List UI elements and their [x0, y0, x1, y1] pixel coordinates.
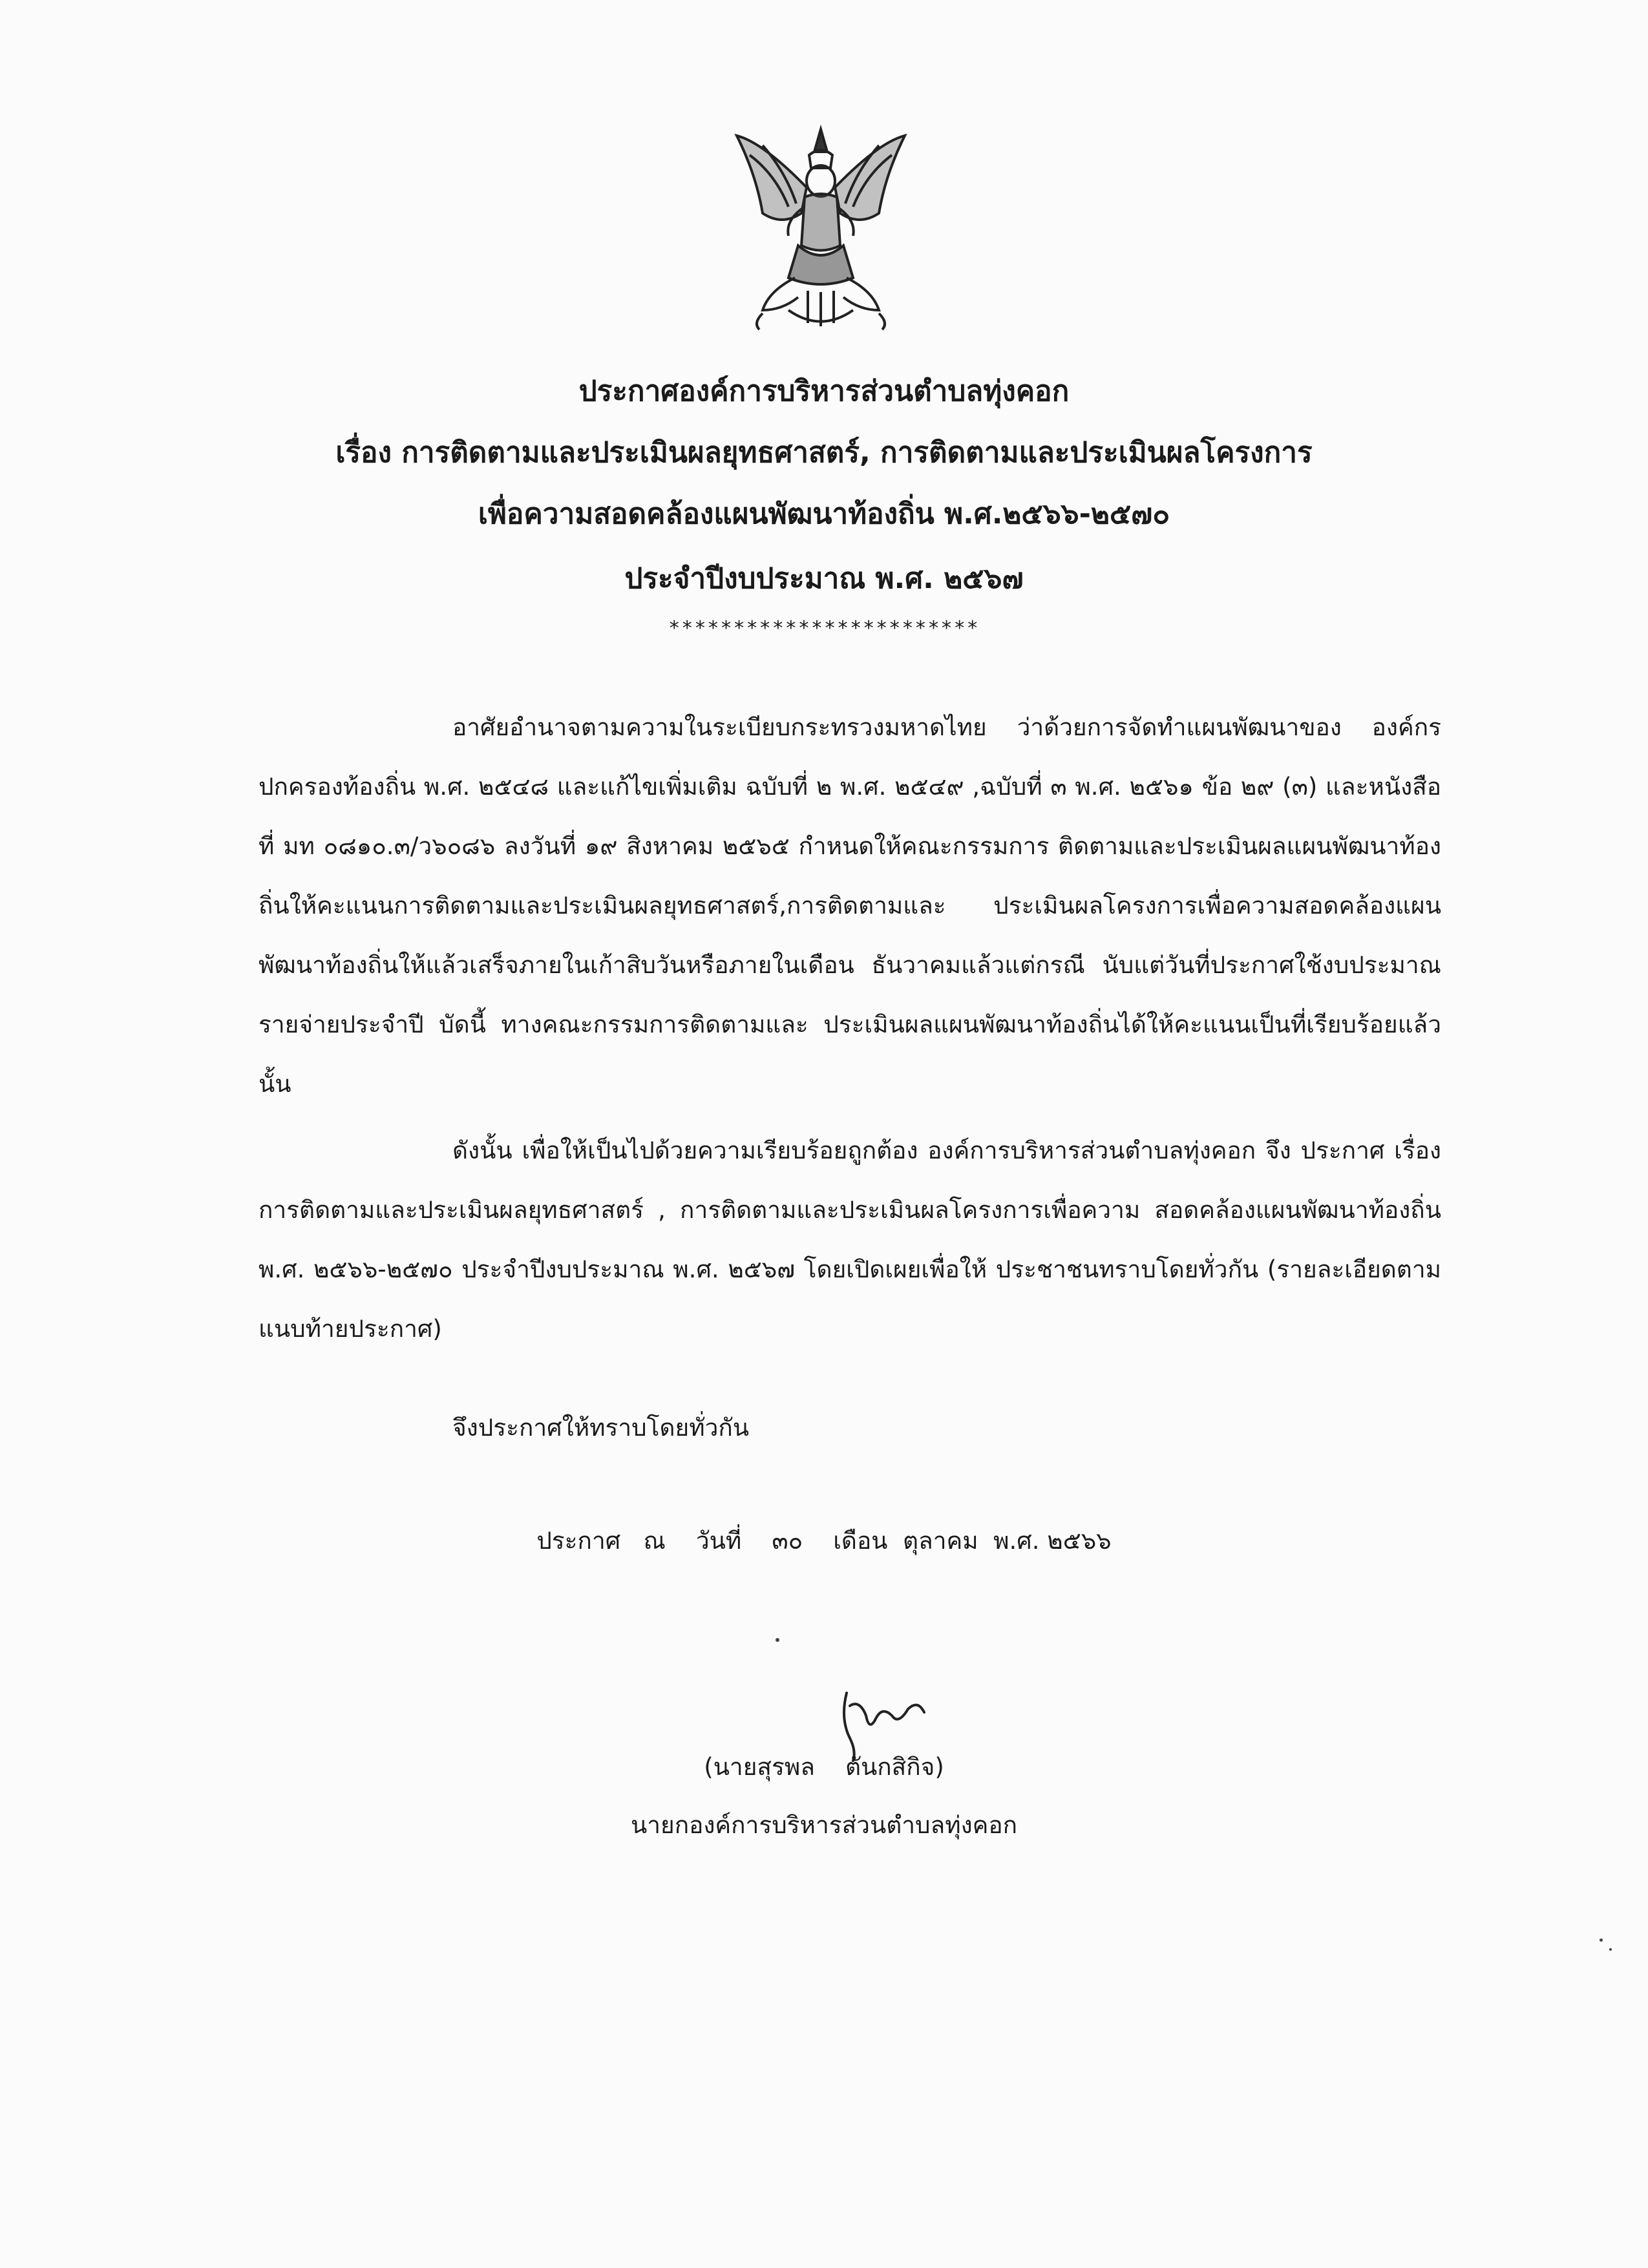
scan-speck	[1609, 1948, 1612, 1951]
announcement-subject-line2: เพื่อความสอดคล้องแผนพัฒนาท้องถิ่น พ.ศ.๒๕๖๖-๒๕๗๐	[478, 498, 1170, 530]
fiscal-year-line: ประจำปีงบประมาณ พ.ศ. ๒๕๖๗	[624, 562, 1024, 595]
announcement-subject: เรื่อง การติดตามและประเมินผลยุทธศาสตร์, การติดตามและประเมินผลโครงการ	[335, 436, 1313, 469]
closing-statement: จึงประกาศให้ทราบโดยทั่วกัน	[452, 1414, 750, 1442]
title-separator: ************************	[668, 617, 980, 640]
body-paragraph-2: ดังนั้น เพื่อให้เป็นไปด้วยความเรียบร้อยถูกต้อง องค์การบริหารส่วนตำบลทุ่งคอก จึง ประกาศ เรื่อง การติดตามและประเมินผลยุทธศาสตร์ , การติดตามและประเมินผลโครงการเพื่อความ สอดคล้องแผนพัฒนาท้องถิ่น พ.ศ. ๒๕๖๖-๒๕๗๐ ประจำปีงบประมาณ พ.ศ. ๒๕๖๗ โดยเปิดเผยเพื่อให้ ประชาชนทราบโดยทั่วกัน (รายละเอียดตามแนบท้ายประกาศ)	[259, 1137, 1441, 1343]
announcement-date: ประกาศ ณ วันที่ ๓๐ เดือน ตุลาคม พ.ศ. ๒๕๖๖	[536, 1527, 1112, 1555]
body-paragraph-1: อาศัยอำนาจตามความในระเบียบกระทรวงมหาดไทย ว่าด้วยการจัดทำแผนพัฒนาของ องค์กรปกครองท้องถิ่น พ.ศ. ๒๕๔๘ และแก้ไขเพิ่มเติม ฉบับที่ ๒ พ.ศ. ๒๕๔๙ ,ฉบับที่ ๓ พ.ศ. ๒๕๖๑ ข้อ ๒๙ (๓) และหนังสือที่ มท ๐๘๑๐.๓/ว๖๐๘๖ ลงวันที่ ๑๙ สิงหาคม ๒๕๖๕ กำหนดให้คณะกรรมการ ติดตามและประเมินผลแผนพัฒนาท้องถิ่นให้คะแนนการติดตามและประเมินผลยุทธศาสตร์,การติดตามและ ประเมินผลโครงการเพื่อความสอดคล้องแผนพัฒนาท้องถิ่นให้แล้วเสร็จภายในเก้าสิบวันหรือภายในเดือน ธันวาคมแล้วแต่กรณี นับแต่วันที่ประกาศใช้งบประมาณรายจ่ายประจำปี บัดนี้ ทางคณะกรรมการติดตามและ ประเมินผลแผนพัฒนาท้องถิ่นได้ให้คะแนนเป็นที่เรียบร้อยแล้ว นั้น	[259, 713, 1441, 1098]
scan-speck	[776, 1638, 779, 1642]
signatory-position: นายกองค์การบริหารส่วนตำบลทุ่งคอก	[630, 1811, 1018, 1839]
announcement-title: ประกาศองค์การบริหารส่วนตำบลทุ่งคอก	[578, 375, 1070, 408]
signatory-name: (นายสุรพล ตันกสิกิจ)	[704, 1753, 944, 1781]
scan-speck	[1600, 1938, 1603, 1942]
garuda-emblem-icon	[724, 116, 918, 336]
